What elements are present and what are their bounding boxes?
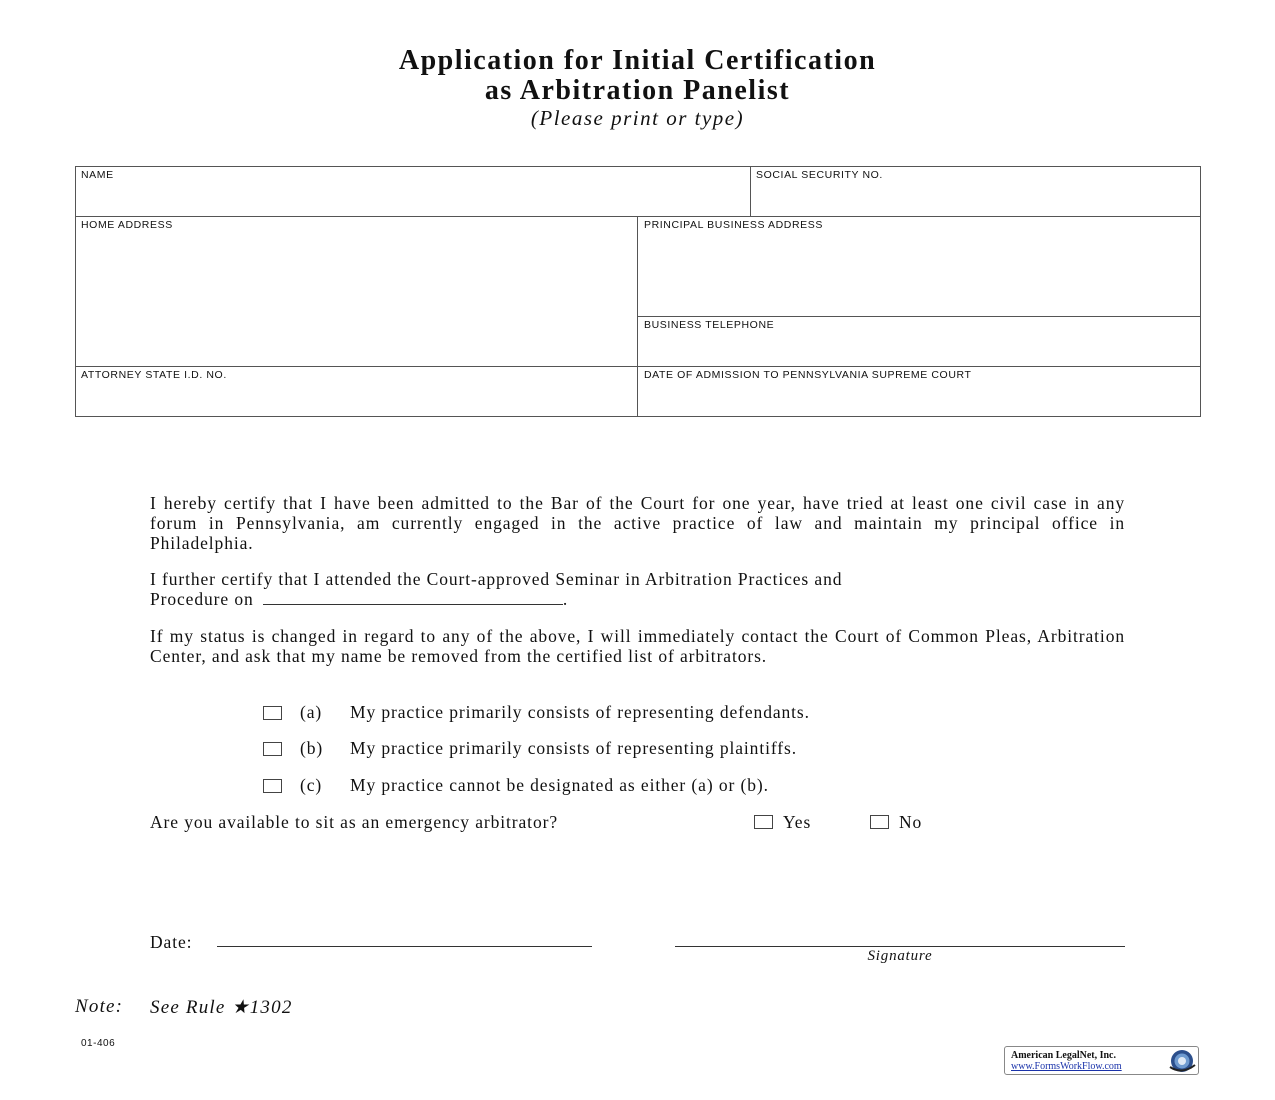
option-b-checkbox[interactable] [263,742,282,756]
paragraph-2-period: . [562,589,569,609]
signature-label: Signature [867,948,933,964]
certification-paragraph-3: If my status is changed in regard to any of the above, I will immediately contact the Court of Common Pleas, Arbitration Center, and ask that my name be removed from the certified list of arbitrators. [150,626,1125,666]
emergency-yes-label: Yes [783,812,812,832]
date-line[interactable] [217,946,592,947]
business-address-field[interactable] [638,217,1200,317]
emergency-yes-checkbox[interactable] [754,815,773,829]
logo-website-link[interactable]: www.FormsWorkFlow.com [1011,1061,1122,1072]
admission-date-field[interactable] [638,367,1200,416]
attorney-id-label: ATTORNEY STATE I.D. NO. [81,369,227,381]
certification-paragraph-2 [150,569,1125,609]
applicant-info-table [75,166,1201,417]
procedure-on-text: Procedure on [150,589,254,609]
admission-date-label: DATE OF ADMISSION TO PENNSYLVANIA SUPREME COURT [644,369,972,381]
note-text: See Rule ★1302 [150,997,293,1018]
option-a-text: My practice primarily consists of representing defendants. [350,702,810,722]
ssn-field[interactable] [751,167,1200,217]
option-c-text: My practice cannot be designated as either (a) or (b). [350,775,769,795]
american-legalnet-logo[interactable] [1004,1046,1199,1075]
seminar-date-line[interactable] [263,590,563,605]
note-label: Note: [75,996,124,1017]
name-field[interactable] [76,167,751,217]
business-telephone-field[interactable] [638,317,1200,367]
emergency-no-checkbox[interactable] [870,815,889,829]
business-address-label: PRINCIPAL BUSINESS ADDRESS [644,219,823,231]
form-title-line1: Application for Initial Certification [398,45,877,76]
option-a-checkbox[interactable] [263,706,282,720]
option-b-text: My practice primarily consists of representing plaintiffs. [350,738,797,758]
option-c-letter: (c) [300,775,323,795]
emergency-question: Are you available to sit as an emergency arbitrator? [150,812,558,832]
form-title-line2: as Arbitration Panelist [484,75,791,106]
home-address-label: HOME ADDRESS [81,219,173,231]
emergency-no-label: No [899,812,923,832]
option-a-letter: (a) [300,702,323,722]
option-b-letter: (b) [300,738,324,758]
home-address-field[interactable] [76,217,638,367]
name-label: NAME [81,169,114,181]
certification-paragraph-1: I hereby certify that I have been admitted to the Bar of the Court for one year, have tried at least one civil case in any forum in Pennsylvania, am currently engaged in the active practice of law and maintain my principal office in Philadelphia. [150,493,1125,553]
attorney-id-field[interactable] [76,367,638,416]
logo-company-name: American LegalNet, Inc. [1011,1050,1116,1061]
paragraph-2-line-1: I further certify that I attended the Court-approved Seminar in Arbitration Practices and [150,569,843,589]
form-subtitle: (Please print or type) [530,106,745,130]
globe-icon [1165,1048,1197,1074]
paragraph-2-line-2 [150,589,1125,609]
signature-line[interactable] [675,946,1125,947]
ssn-label: SOCIAL SECURITY NO. [756,169,883,181]
form-number: 01-406 [81,1038,116,1049]
option-c-checkbox[interactable] [263,779,282,793]
date-label: Date: [150,932,193,952]
business-telephone-label: BUSINESS TELEPHONE [644,319,775,331]
